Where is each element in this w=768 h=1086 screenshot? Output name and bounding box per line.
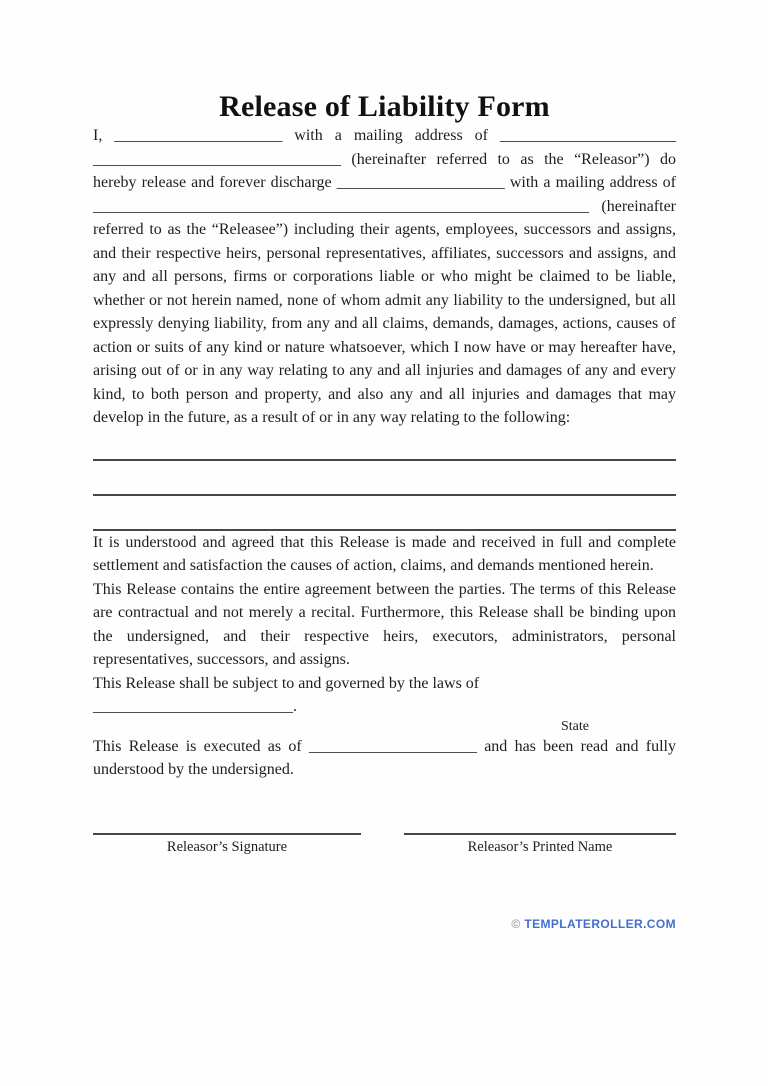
- execution-paragraph: This Release is executed as of _____________________ and has been read and fully understood by the undersigned.: [93, 737, 676, 778]
- state-caption: State: [561, 718, 589, 734]
- document-content: [0, 90, 768, 932]
- footer: [93, 916, 676, 932]
- settlement-paragraph: It is understood and agreed that this Release is made and received in full and complete settlement and satisfaction the causes of action, claims, and demands mentioned herein.: [93, 533, 676, 574]
- entire-agreement-paragraph: This Release contains the entire agreement between the parties. The terms of this Release are contractual and not merely a recital. Furthermore, this Release shall be binding upon the undersigned, and their respective heirs, executors, administrators, personal representatives, successors, and assigns.: [93, 580, 676, 668]
- signature-label: Releasor’s Signature: [166, 838, 288, 855]
- printed-name-line: [404, 833, 676, 835]
- governing-law-line: This Release shall be subject to and governed by the laws of _________________________.: [93, 674, 480, 715]
- opening-paragraph: I, _____________________ with a mailing address of ______________________ _______________________________ (hereinafter referred to as the “Releasor”) do hereby release and forever discharge _____________________ with a mailing address of ______________________________________________________________ (hereinafter referred to as the “Releasee”) including their agents, employees, successors and assigns, and their respective heirs, personal representatives, affiliates, successors and assigns, and any and all persons, firms or corporations liable or who might be claimed to be liable, whether or not herein named, none of whom admit any liability to the undersigned, but all expressly denying liability, from any and all claims, demands, damages, actions, causes of action or suits of any kind or nature whatsoever, which I now have or may hereafter have, arising out of or in any way relating to any and all injuries and damages of any and every kind, to both person and property, and also any and all injuries and damages that may develop in the future, as a result of or in any way relating to the following:: [93, 127, 676, 426]
- signature-block: [93, 833, 676, 856]
- releasor-printed-name-field: [404, 833, 676, 856]
- signature-line: [93, 833, 361, 835]
- description-write-in-lines: [93, 459, 676, 531]
- printed-name-label: Releasor’s Printed Name: [467, 838, 613, 855]
- copyright-symbol: ©: [511, 916, 521, 931]
- templateroller-link[interactable]: TEMPLATEROLLER.COM: [524, 916, 676, 931]
- write-in-line-1: [93, 459, 676, 461]
- write-in-line-2: [93, 494, 676, 496]
- form-title: Release of Liability Form: [219, 90, 550, 123]
- releasor-signature-field: [93, 833, 361, 856]
